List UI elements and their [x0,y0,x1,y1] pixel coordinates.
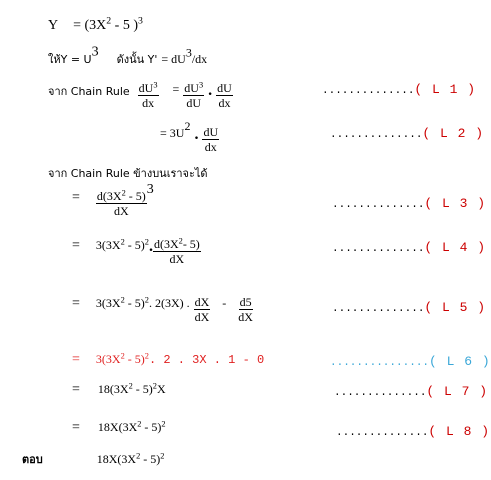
step-label: ( L 4 ) [424,240,487,255]
multiply-dot: . [148,238,153,255]
exponent: 2 [106,15,112,27]
fraction: $\frac{dU^3}{dx}$ [138,80,158,110]
therefore-text: ดังนั้น Y' [116,53,158,66]
step-label: ( L 7 ) [426,384,489,399]
exponent: 2 [184,119,191,133]
final-answer [22,450,164,468]
chain-rule-step-l2 [160,119,219,155]
expr-part: = (3X [73,18,107,33]
exponent: 3 [185,45,192,60]
step-tag-l7 [334,382,488,400]
step-tag-l1 [322,80,476,98]
eq-substitution [48,44,208,68]
derivative-step-l7 [72,380,166,398]
exponent: 3 [138,15,143,27]
leader-dots: .............. [336,427,429,439]
step-label: ( L 6 ) [429,354,491,369]
step-label: ( L 8 ) [428,424,491,439]
step-label: ( L 5 ) [424,300,487,315]
expr-part: /dx [191,52,208,66]
equals: = [72,382,80,397]
derivative-step-l3 [72,182,154,219]
leader-dots: .............. [332,243,425,255]
chain-rule-intro: จาก Chain Rule ข้างบนเราจะได้ [48,167,208,180]
fraction: $\frac{d(3X^2- 5)}{dX}$ [153,236,200,266]
derivative-step-l6 [72,350,264,368]
derivative-step-l4 [72,238,201,267]
expr-part: 3(3X2 - 5)2 [95,237,149,252]
step-label: ( L 2 ) [422,126,485,141]
equals: = [72,352,80,367]
fraction: $\frac{dU}{dx}$ [203,125,219,154]
expr-part: . 2 . 3X . 1 - 0 [148,353,265,367]
derivative-step-l5 [72,296,253,325]
step-tag-l8 [336,422,490,440]
expr-part: 3(3X2 - 5)2. 2(3X) . [95,295,190,310]
leader-dots: .............. [322,85,415,97]
y-symbol: Y [48,18,58,33]
step-tag-l4 [332,238,486,256]
exponent: 3 [91,44,99,60]
equals: = [72,296,80,311]
step-tag-l6 [330,352,491,370]
answer-expr: $18X(3X^2 - 5)^2$ [96,451,165,466]
step-label: ( L 3 ) [424,196,487,211]
step-tag-l5 [332,298,486,316]
expr-part: = dU [161,52,186,66]
minus: - [222,296,227,310]
equals: = [72,190,80,205]
leader-dots: ............... [330,357,430,369]
equals: = [72,420,80,435]
step-label: ( L 1 ) [414,82,477,97]
fraction: $\frac{d(3X^2 - 5)}{dX}$ [96,188,146,218]
fraction: $\frac{dX}{dX}$ [194,295,210,324]
leader-dots: .............. [330,129,423,141]
fraction: $\frac{dU^3}{dU}$ [184,80,204,110]
fraction: $\frac{dU}{dx}$ [217,81,232,110]
step-tag-l3 [332,194,486,212]
expr-part: $18(3X^2 - 5)^2X$ [97,381,166,396]
expr-part: - 5 ) [111,18,138,33]
leader-dots: .............. [332,199,425,211]
equals: = [72,238,80,253]
eq-original-function [48,15,143,34]
derivative-step-l8 [72,418,166,436]
multiply-dot: . [194,126,199,143]
step-tag-l2 [330,124,484,142]
equals: = [172,82,180,96]
exponent: 3 [146,182,154,197]
expr-part: $18X(3X^2 - 5)^2$ [97,419,166,434]
answer-label: ตอบ [22,453,43,466]
fraction: $\frac{d5}{dX}$ [238,295,253,324]
leader-dots: .............. [332,303,425,315]
substitution-text: ให้Y = U [48,53,92,66]
expr-part: = 3U [160,126,185,140]
expr-part: $3(3X^2 - 5)^2$ [95,351,149,366]
chain-rule-step-l1 [48,82,233,111]
leader-dots: .............. [334,387,427,399]
multiply-dot: . [208,82,213,99]
chain-rule-prefix: จาก Chain Rule [48,85,130,98]
